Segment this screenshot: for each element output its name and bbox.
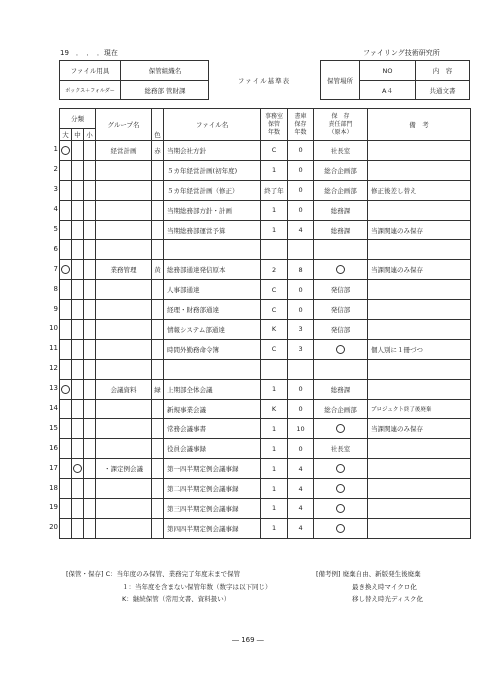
footnote-left-1: [保管・保存] C：当年度のみ保管、業務完了年度末まで保管 (66, 570, 241, 578)
remarks-cell (368, 280, 471, 300)
remarks-cell (368, 320, 471, 340)
group-name-cell (96, 479, 152, 499)
remarks-cell: 個人別に１冊づつ (368, 339, 471, 359)
content-value: 共通文書 (429, 86, 456, 95)
group-name-cell (96, 439, 152, 459)
table-row (60, 379, 471, 399)
office-years-cell: K (261, 320, 288, 340)
small-mark (84, 320, 96, 340)
color-cell: 赤 (152, 141, 164, 161)
circle-mark (61, 265, 70, 274)
table-row (60, 240, 471, 260)
medium-mark (72, 459, 84, 479)
table-row (60, 439, 471, 459)
org-unit-label: 保管組織名 (148, 67, 182, 75)
file-tool-value: ボックス＋フォルダー (65, 87, 115, 94)
remarks-cell: 当課関連のみ保存 (368, 260, 471, 280)
group-name-cell (96, 339, 152, 359)
remarks-cell (368, 160, 471, 180)
no-label: NO (382, 66, 393, 75)
color-cell (152, 220, 164, 240)
small-mark (84, 379, 96, 399)
file-name-cell: 時間外勤務命令簿 (164, 339, 261, 359)
responsible-dept-cell: 総合企画部 (314, 160, 368, 180)
group-name-cell: 経営計画 (96, 141, 152, 161)
responsible-dept-cell: 発信部 (314, 300, 368, 320)
small-mark (84, 399, 96, 419)
storage-years-cell: 0 (288, 160, 314, 180)
circle-mark (73, 464, 82, 473)
large-mark (60, 439, 72, 459)
remarks-cell (368, 459, 471, 479)
storage-years-header: 書庫 保存 年数 (288, 109, 314, 141)
remarks-cell (368, 240, 471, 260)
responsible-dept-cell (314, 518, 368, 538)
responsible-dept-cell: 発信部 (314, 320, 368, 340)
medium-header: 中 (72, 129, 84, 141)
circle-mark (336, 484, 345, 493)
file-name-cell: 上期部全体会議 (164, 379, 261, 399)
no-value: A４ (382, 86, 393, 95)
small-mark (84, 439, 96, 459)
file-name-cell (164, 240, 261, 260)
row-number: 18 (49, 483, 58, 492)
row-number: 4 (53, 205, 58, 214)
responsible-dept-cell: 総合企画部 (314, 180, 368, 200)
table-row (60, 518, 471, 538)
file-name-cell: ５カ年経営計画(初年度) (164, 160, 261, 180)
responsible-dept-cell: 発信部 (314, 280, 368, 300)
small-mark (84, 240, 96, 260)
medium-mark (72, 499, 84, 519)
medium-mark (72, 200, 84, 220)
remarks-cell (368, 379, 471, 399)
header-left-box (59, 60, 209, 100)
color-cell (152, 419, 164, 439)
office-years-cell (261, 240, 288, 260)
row-number: 1 (53, 145, 58, 154)
table-row (60, 300, 471, 320)
office-years-cell: 1 (261, 220, 288, 240)
color-cell (152, 518, 164, 538)
responsible-dept-header: 保 存 責任部門 （原本） (314, 109, 368, 141)
remarks-cell (368, 499, 471, 519)
circle-mark (336, 464, 345, 473)
row-number: 3 (53, 185, 58, 194)
responsible-dept-cell: 総務課 (314, 200, 368, 220)
storage-years-cell: 0 (288, 399, 314, 419)
remarks-cell: プロジェクト終了後廃棄 (368, 399, 471, 419)
file-name-cell: 情報システム部通達 (164, 320, 261, 340)
office-years-cell: C (261, 339, 288, 359)
office-years-cell: C (261, 141, 288, 161)
medium-mark (72, 320, 84, 340)
table-row (60, 260, 471, 280)
small-mark (84, 479, 96, 499)
group-name-cell (96, 240, 152, 260)
color-cell (152, 479, 164, 499)
large-mark (60, 280, 72, 300)
responsible-dept-cell (314, 479, 368, 499)
file-name-cell: 経理・財務部通達 (164, 300, 261, 320)
row-number: 17 (49, 463, 58, 472)
file-name-cell: 当期総務部運営予算 (164, 220, 261, 240)
medium-mark (72, 180, 84, 200)
page-title: ファイル基準表 (237, 76, 291, 85)
page-number: ― 169 ― (232, 636, 264, 644)
medium-mark (72, 439, 84, 459)
responsible-dept-cell (314, 499, 368, 519)
remarks-cell (368, 300, 471, 320)
color-cell (152, 320, 164, 340)
row-number: 7 (53, 264, 58, 273)
small-header: 小 (84, 129, 96, 141)
row-number: 11 (49, 344, 58, 353)
group-name-cell (96, 499, 152, 519)
responsible-dept-cell (314, 419, 368, 439)
responsible-dept-cell: 社長室 (314, 141, 368, 161)
storage-years-cell: 4 (288, 459, 314, 479)
small-mark (84, 180, 96, 200)
file-name-cell: ５カ年経営計画（修正） (164, 180, 261, 200)
org-unit-value: 総務部 管財課 (144, 86, 186, 95)
color-cell (152, 180, 164, 200)
file-name-cell: 第二四半期定例会議事録 (164, 479, 261, 499)
circle-mark (336, 424, 345, 433)
large-mark (60, 379, 72, 399)
color-cell (152, 399, 164, 419)
circle-mark (336, 524, 345, 533)
large-header: 大 (60, 129, 72, 141)
responsible-dept-cell: 総務課 (314, 379, 368, 399)
row-number: 12 (49, 364, 58, 373)
storage-years-cell: 0 (288, 141, 314, 161)
large-mark (60, 359, 72, 379)
footnote-left-2: １：当年度を含まない保管年数（数字は以下同じ） (122, 583, 272, 591)
office-years-cell: 1 (261, 439, 288, 459)
date-label: 19 ． ． ．現在 (60, 49, 118, 57)
office-years-cell: 1 (261, 459, 288, 479)
medium-mark (72, 419, 84, 439)
large-mark (60, 180, 72, 200)
file-name-cell: 役員会議事録 (164, 439, 261, 459)
file-name-cell: 第四四半期定例会議事録 (164, 518, 261, 538)
large-mark (60, 518, 72, 538)
small-mark (84, 200, 96, 220)
small-mark (84, 160, 96, 180)
circle-mark (336, 345, 345, 354)
responsible-dept-cell (314, 339, 368, 359)
file-name-cell: 第一四半期定例会議事録 (164, 459, 261, 479)
file-name-cell: 当期総務部方針・計画 (164, 200, 261, 220)
color-header: 色 (152, 129, 164, 141)
small-mark (84, 300, 96, 320)
group-name-cell (96, 518, 152, 538)
file-tool-label: ファイル用具 (70, 67, 110, 75)
responsible-dept-cell (314, 240, 368, 260)
file-name-cell: 総務部通達発信原本 (164, 260, 261, 280)
storage-years-cell: 0 (288, 280, 314, 300)
circle-mark (336, 265, 345, 274)
storage-years-cell: 0 (288, 439, 314, 459)
color-cell (152, 499, 164, 519)
storage-years-cell: 4 (288, 499, 314, 519)
medium-mark (72, 160, 84, 180)
office-years-cell: 1 (261, 479, 288, 499)
storage-years-cell: 8 (288, 260, 314, 280)
color-cell (152, 459, 164, 479)
file-name-cell (164, 359, 261, 379)
office-years-cell: 2 (261, 260, 288, 280)
responsible-dept-cell: 総務課 (314, 220, 368, 240)
medium-mark (72, 399, 84, 419)
small-mark (84, 280, 96, 300)
group-name-cell: ・課定例会議 (96, 459, 152, 479)
color-cell (152, 439, 164, 459)
medium-mark (72, 379, 84, 399)
remarks-cell (368, 518, 471, 538)
row-number: 10 (49, 324, 58, 333)
group-name-cell (96, 180, 152, 200)
medium-mark (72, 141, 84, 161)
small-mark (84, 419, 96, 439)
medium-mark (72, 300, 84, 320)
large-mark (60, 339, 72, 359)
storage-years-cell: 4 (288, 518, 314, 538)
medium-mark (72, 260, 84, 280)
row-number: 5 (53, 225, 58, 233)
file-name-cell: 第三四半期定例会議事録 (164, 499, 261, 519)
table-row (60, 359, 471, 379)
small-mark (84, 359, 96, 379)
color-cell (152, 160, 164, 180)
footnote-right-3: 移し替え時光ディスク化 (352, 595, 423, 603)
office-years-cell: K (261, 399, 288, 419)
group-name-cell: 業務管理 (96, 260, 152, 280)
footnote-right-1: [備考例] 廃棄自由、新版発生後廃棄 (316, 570, 421, 578)
medium-mark (72, 359, 84, 379)
footnote-left-3: K：継続保管（常用文書、資料扱い） (122, 595, 231, 603)
file-name-cell: 常務会議事書 (164, 419, 261, 439)
table-row (60, 180, 471, 200)
remarks-cell: 当課関連のみ保存 (368, 419, 471, 439)
row-number: 2 (53, 165, 58, 174)
storage-years-cell: 4 (288, 220, 314, 240)
remarks-cell (368, 439, 471, 459)
table-row (60, 320, 471, 340)
responsible-dept-cell: 総合企画部 (314, 399, 368, 419)
large-mark (60, 419, 72, 439)
table-row (60, 220, 471, 240)
medium-mark (72, 220, 84, 240)
small-mark (84, 518, 96, 538)
category-header: 分類 (60, 109, 96, 129)
file-name-cell: 当期会社方針 (164, 141, 261, 161)
row-number: 14 (49, 404, 58, 413)
group-name-cell (96, 200, 152, 220)
table-row (60, 479, 471, 499)
row-number: 6 (53, 244, 58, 253)
office-years-cell: C (261, 280, 288, 300)
group-name-cell (96, 320, 152, 340)
table-row (60, 141, 471, 161)
organization-name: ファイリング技術研究所 (363, 49, 440, 57)
office-years-cell: 1 (261, 200, 288, 220)
small-mark (84, 339, 96, 359)
office-years-cell (261, 359, 288, 379)
table-row (60, 399, 471, 419)
table-row (60, 160, 471, 180)
large-mark (60, 459, 72, 479)
remarks-cell (368, 359, 471, 379)
large-mark (60, 499, 72, 519)
office-years-cell: 1 (261, 160, 288, 180)
file-name-header: ファイル名 (164, 109, 261, 141)
small-mark (84, 459, 96, 479)
row-number: 20 (49, 523, 58, 532)
color-cell (152, 280, 164, 300)
group-name-cell (96, 160, 152, 180)
circle-mark (61, 146, 70, 155)
storage-years-cell: 0 (288, 379, 314, 399)
storage-years-cell: 0 (288, 200, 314, 220)
medium-mark (72, 280, 84, 300)
group-name-cell (96, 359, 152, 379)
row-number: 15 (49, 423, 58, 432)
file-name-cell: 人事部通達 (164, 280, 261, 300)
office-years-cell: 1 (261, 499, 288, 519)
small-mark (84, 499, 96, 519)
storage-place-label: 保管場所 (327, 76, 353, 85)
storage-years-cell: 3 (288, 339, 314, 359)
file-standard-table (59, 108, 471, 539)
group-name-cell (96, 220, 152, 240)
row-number: 16 (49, 443, 58, 452)
header-block (59, 60, 470, 100)
medium-mark (72, 240, 84, 260)
remarks-cell: 当課関連のみ保存 (368, 220, 471, 240)
responsible-dept-cell (314, 260, 368, 280)
row-number: 9 (53, 304, 58, 313)
responsible-dept-cell: 社長室 (314, 439, 368, 459)
large-mark (60, 220, 72, 240)
storage-years-cell: 0 (288, 300, 314, 320)
medium-mark (72, 518, 84, 538)
color-cell (152, 200, 164, 220)
medium-mark (72, 339, 84, 359)
table-row (60, 459, 471, 479)
row-number: 19 (49, 503, 58, 512)
storage-years-cell (288, 240, 314, 260)
office-years-cell: 1 (261, 419, 288, 439)
table-row (60, 419, 471, 439)
responsible-dept-cell (314, 459, 368, 479)
circle-mark (336, 504, 345, 513)
small-mark (84, 220, 96, 240)
color-cell (152, 359, 164, 379)
medium-mark (72, 479, 84, 499)
remarks-cell (368, 141, 471, 161)
color-cell: 黄 (152, 260, 164, 280)
row-number: 8 (53, 284, 58, 293)
group-name-cell (96, 399, 152, 419)
table-row (60, 499, 471, 519)
office-years-cell: 終了年 (261, 180, 288, 200)
office-years-cell: C (261, 300, 288, 320)
color-cell (152, 339, 164, 359)
small-mark (84, 260, 96, 280)
color-cell: 緑 (152, 379, 164, 399)
row-number: 13 (49, 384, 58, 393)
large-mark (60, 260, 72, 280)
color-cell (152, 240, 164, 260)
group-name-cell (96, 419, 152, 439)
remarks-cell: 修正後差し替え (368, 180, 471, 200)
small-mark (84, 141, 96, 161)
large-mark (60, 479, 72, 499)
office-years-cell: 1 (261, 379, 288, 399)
content-label: 内 容 (432, 67, 453, 75)
office-years-header: 事務室 保管 年数 (261, 109, 288, 141)
large-mark (60, 141, 72, 161)
office-years-cell: 1 (261, 518, 288, 538)
storage-years-cell: 4 (288, 479, 314, 499)
table-row (60, 280, 471, 300)
group-name-cell: 会議資料 (96, 379, 152, 399)
remarks-header: 備 考 (368, 109, 471, 141)
large-mark (60, 240, 72, 260)
file-name-cell: 新規事業会議 (164, 399, 261, 419)
storage-years-cell: 10 (288, 419, 314, 439)
large-mark (60, 320, 72, 340)
storage-years-cell (288, 359, 314, 379)
large-mark (60, 200, 72, 220)
large-mark (60, 300, 72, 320)
header-right-box (320, 60, 470, 100)
group-name-header: グループ名 (96, 109, 152, 141)
table-row (60, 200, 471, 220)
large-mark (60, 399, 72, 419)
table-row (60, 339, 471, 359)
responsible-dept-cell (314, 359, 368, 379)
circle-mark (61, 385, 70, 394)
footnote-right-2: 最き換え時マイクロ化 (352, 583, 417, 591)
color-cell (152, 300, 164, 320)
large-mark (60, 160, 72, 180)
storage-years-cell: 3 (288, 320, 314, 340)
remarks-cell (368, 200, 471, 220)
group-name-cell (96, 280, 152, 300)
remarks-cell (368, 479, 471, 499)
storage-years-cell: 0 (288, 180, 314, 200)
group-name-cell (96, 300, 152, 320)
